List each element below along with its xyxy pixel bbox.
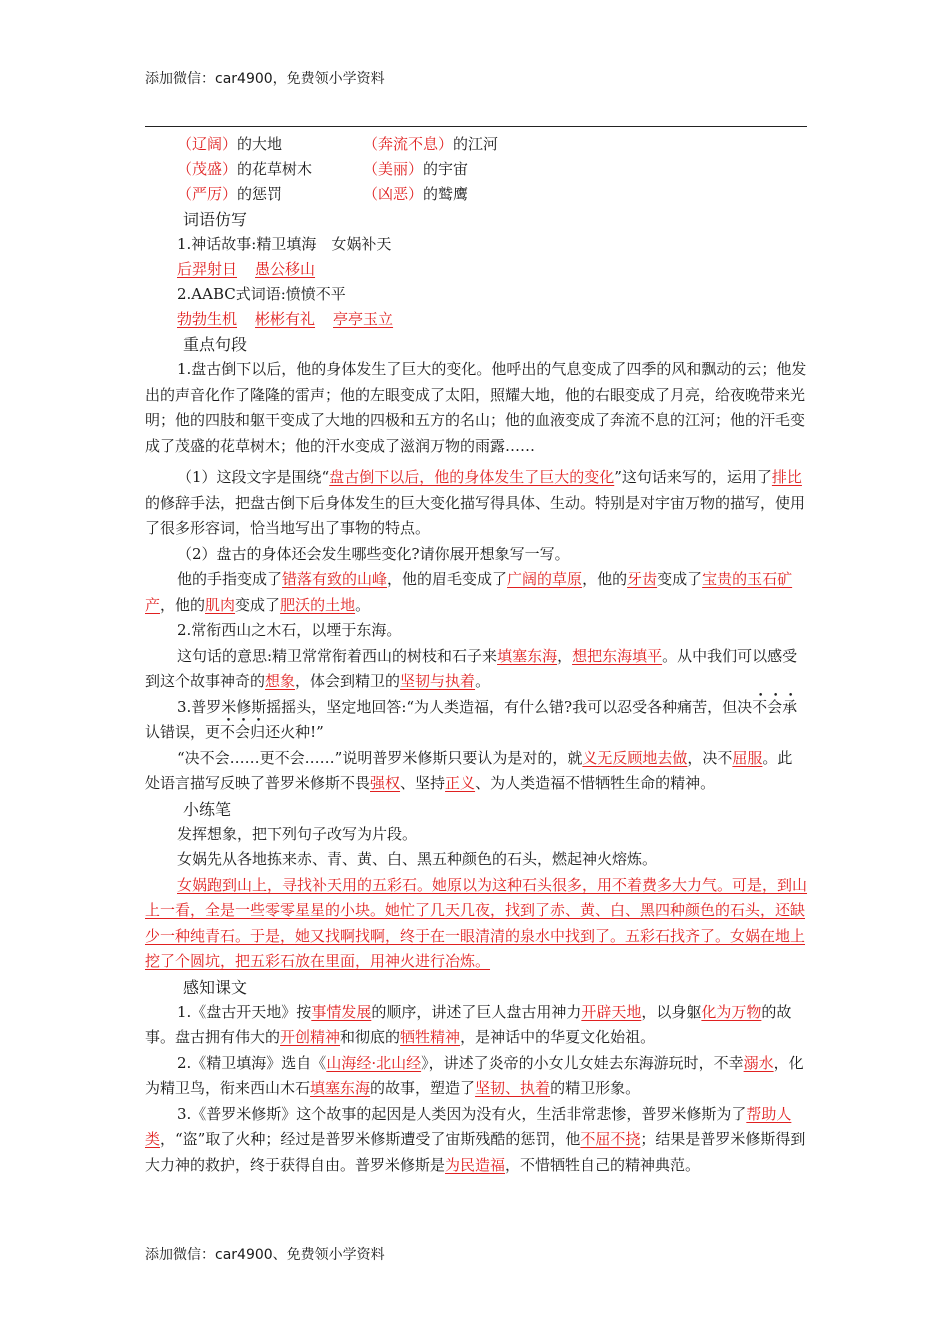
passage-text: 1.盘古倒下以后，他的身体发生了巨大的变化。他呼出的气息变成了四季的风和飘动的云；他发出的声音化作了隆隆的雷声；他的左眼变成了太阳，照耀大地，他的右眼变成了月亮，给夜晚带来光明；他的四肢和躯干变成了大地的四极和五方的名山；他的血液变成了奔流不息的江河；他的汗毛变成了茂盛的花草树木；他的汗水变成了滋润万物的雨露…… xyxy=(145,360,807,455)
answer-text: 帮助人类 xyxy=(145,1104,792,1148)
answer-text: 坚韧与执着 xyxy=(400,672,476,690)
text-run: ，化为精卫鸟，衔来西山木石 xyxy=(145,1053,804,1097)
answer-text: 想象 xyxy=(265,672,296,690)
text-run: 他的手指变成了 xyxy=(177,570,283,588)
text-run: 。 xyxy=(355,595,371,614)
quote-text: 2.常衔西山之木石，以堙于东海。 xyxy=(177,621,402,639)
quote-paragraph xyxy=(145,695,807,746)
text-run: ， xyxy=(557,646,573,665)
answer-text: 排比 xyxy=(771,468,802,486)
answer-text: 愚公移山 xyxy=(255,260,316,278)
answer-text: 事情发展 xyxy=(311,1002,372,1021)
document-body xyxy=(145,132,807,1178)
question-text: 发挥想象，把下列句子改写为片段。 xyxy=(177,824,418,843)
answer-text: 不屈不挠 xyxy=(580,1130,641,1148)
question-text: 2.AABC式词语:愤愤不平 xyxy=(177,285,346,303)
answer-text: 想把东海填平 xyxy=(572,646,663,665)
answer-text: 山海经·北山经 xyxy=(326,1053,422,1072)
answer-text: 填塞东海 xyxy=(310,1079,371,1097)
text-run: ”这句话来写的，运用了 xyxy=(614,468,772,486)
answer-text: 肥沃的土地 xyxy=(280,595,356,614)
answer-text: 凶恶 xyxy=(378,185,409,203)
section-heading-perception: 感知课文 xyxy=(183,977,248,997)
text-run: 和彻底的 xyxy=(340,1028,401,1046)
text-run: ，是神话中的华夏文化始祖。 xyxy=(460,1028,656,1046)
answer-text: 后羿射日 xyxy=(177,260,238,278)
text-run: 的顺序，讲述了巨人盘古用神力 xyxy=(371,1002,582,1021)
answer-text: 强权 xyxy=(370,774,401,792)
answer-text: 广阔的草原 xyxy=(507,570,583,588)
text-run: 的修辞手法，把盘古倒下后身体发生的巨大变化描写得具体、生动。特别是对宇宙万物的描写，使用了很多形容词，恰当地写出了事物的特点。 xyxy=(145,493,806,537)
emphasis-char: 更 xyxy=(205,723,221,741)
answer-text: 女娲跑到山上，寻找补天用的五彩石。她原以为这种石头很多，用不着费多大力气。可是，到山上一看，全是一些零零星星的小块。她忙了几天几夜，找到了赤、黄、白、黑四种颜色的石头，还缺少一种纯青石。于是，她又找啊找啊，终于在一眼清清的泉水中找到了。五彩石找齐了。女娲在地上挖了个圆坑，把五彩石放在里面，用神火进行冶炼。 xyxy=(145,875,808,970)
text-run: 。此处语言描写反映了普罗米修斯不畏 xyxy=(145,748,793,792)
collocation-row: （辽阔）的大地 （奔流不息）的江河 xyxy=(177,135,499,153)
text-run: 3.普罗米修斯摇摇头，坚定地回答:“为人类造福，有什么错?我可以忍受各种痛苦，但 xyxy=(177,697,738,716)
answer-line xyxy=(145,307,807,332)
question-text: （2）盘古的身体还会发生哪些变化?请你展开想象写一写。 xyxy=(177,544,570,563)
text-run: 、坚持 xyxy=(400,774,446,792)
text-run: 。 xyxy=(475,672,491,690)
text-run: ，他的 xyxy=(160,595,206,614)
answer-text: 填塞东海 xyxy=(497,646,558,665)
text-run: ，“盗”取了火种；经过是普罗米修斯遭受了宙斯残酷的惩罚，他 xyxy=(160,1130,581,1148)
answer-text: 为民造福 xyxy=(445,1155,506,1174)
answer-text: 奔流不息 xyxy=(378,135,439,153)
answer-paragraph xyxy=(145,644,807,695)
answer-text: 亭亭玉立 xyxy=(333,310,394,328)
emphasis-char: 不 xyxy=(752,697,768,716)
text-run: 的故事，塑造了 xyxy=(370,1079,476,1097)
answer-text: 牙齿 xyxy=(627,570,658,588)
text-run: 归还火种!” xyxy=(250,723,324,741)
text-run: ，他的眉毛变成了 xyxy=(387,570,508,588)
question-paragraph xyxy=(145,465,807,542)
emphasis-char: 不 xyxy=(220,723,236,741)
answer-text: 严厉 xyxy=(192,185,223,203)
section-heading-key: 重点句段 xyxy=(183,335,248,354)
answer-text: 化为万物 xyxy=(701,1002,762,1021)
text-run: ；结果是普罗米修斯得到大力神的救护，终于获得自由。普罗米修斯是 xyxy=(145,1130,806,1174)
text-run: 这句话的意思:精卫常常衔着西山的树枝和石子来 xyxy=(177,646,498,665)
answer-text: 宝贵的玉石矿产 xyxy=(145,570,793,614)
text-run: 、为人类造福不惜牺牲生命的精神。 xyxy=(475,774,716,792)
answer-paragraph xyxy=(145,1051,807,1102)
answer-paragraph xyxy=(145,567,807,618)
footer-watermark: 添加微信：car4900、免费领小学资料 xyxy=(145,1247,385,1263)
answer-paragraph xyxy=(145,873,807,975)
text-run: ，体会到精卫的 xyxy=(295,672,401,690)
emphasis-char: 会 xyxy=(235,723,251,741)
text-run: “决不会……更不会……”说明普罗米修斯只要认为是对的，就 xyxy=(177,748,583,767)
answer-text: 屈服 xyxy=(732,748,763,767)
answer-text: 盘古倒下以后，他的身体发生了巨大的变化 xyxy=(329,468,615,486)
answer-paragraph xyxy=(145,1000,807,1051)
text-run: 》，讲述了炎帝的小女儿女娃去东海游玩时，不幸 xyxy=(421,1053,744,1072)
text-run: 1.《盘古开天地》按 xyxy=(177,1002,312,1021)
phrase-text: 的花草树木 xyxy=(237,160,313,178)
answer-text: 彬彬有礼 xyxy=(255,310,316,328)
answer-text: 开创精神 xyxy=(280,1028,341,1046)
emphasis-char: 会 xyxy=(767,697,783,716)
answer-text: 义无反顾地去做 xyxy=(582,748,688,767)
emphasis-char: 决 xyxy=(737,697,753,716)
text-run: 2.《精卫填海》选自《 xyxy=(177,1053,327,1072)
text-run: 变成了 xyxy=(657,570,703,588)
phrase-text: 的江河 xyxy=(453,135,499,153)
answer-text: 正义 xyxy=(445,774,476,792)
text-run: 变成了 xyxy=(235,595,281,614)
collocation-row: （严厉）的惩罚 （凶恶）的鹫鹰 xyxy=(177,185,469,203)
answer-text: 茂盛 xyxy=(192,160,223,178)
text-run: ，以身躯 xyxy=(641,1002,702,1021)
text-run: ，不惜牺牲自己的精神典范。 xyxy=(505,1155,701,1174)
answer-text: 开辟天地 xyxy=(581,1002,642,1021)
answer-text: 溺水 xyxy=(743,1053,774,1072)
answer-text: 勃勃生机 xyxy=(177,310,238,328)
answer-paragraph xyxy=(145,746,807,797)
question-text: 1.神话故事:精卫填海 女娲补天 xyxy=(177,235,392,253)
answer-text: 牺牲精神 xyxy=(400,1028,461,1046)
question-text: 女娲先从各地拣来赤、青、黄、白、黑五种颜色的石头，燃起神火熔炼。 xyxy=(177,850,658,868)
section-heading-practice: 小练笔 xyxy=(183,799,232,819)
answer-text: 肌肉 xyxy=(205,595,236,614)
header-watermark: 添加微信：car4900，免费领小学资料 xyxy=(145,71,385,87)
section-heading-imitation: 词语仿写 xyxy=(183,210,248,229)
answer-line xyxy=(145,257,807,282)
answer-text: 辽阔 xyxy=(192,135,223,153)
text-run: 的故事。盘古拥有伟大的 xyxy=(145,1002,792,1046)
collocation-row: （茂盛）的花草树木 （美丽）的宇宙 xyxy=(177,160,469,178)
answer-text: 坚韧、执着 xyxy=(475,1079,551,1097)
header-rule xyxy=(145,126,807,127)
text-run: 的精卫形象。 xyxy=(550,1079,641,1097)
answer-paragraph xyxy=(145,1102,807,1179)
text-run: （1）这段文字是围绕“ xyxy=(177,468,330,486)
phrase-text: 的大地 xyxy=(237,135,283,153)
text-run: 3.《普罗米修斯》这个故事的起因是人类因为没有火，生活非常悲惨，普罗米修斯为了 xyxy=(177,1104,747,1123)
text-run: ，他的 xyxy=(582,570,628,588)
phrase-text: 的鹫鹰 xyxy=(423,185,469,203)
text-run: ，决不 xyxy=(687,748,733,767)
answer-text: 错落有致的山峰 xyxy=(282,570,388,588)
phrase-text: 的惩罚 xyxy=(237,185,283,203)
answer-text: 美丽 xyxy=(378,160,409,178)
phrase-text: 的宇宙 xyxy=(423,160,469,178)
text-run: 。从中我们可以感受到这个故事神奇的 xyxy=(145,646,798,690)
text-run: 承认错误， xyxy=(145,697,798,741)
